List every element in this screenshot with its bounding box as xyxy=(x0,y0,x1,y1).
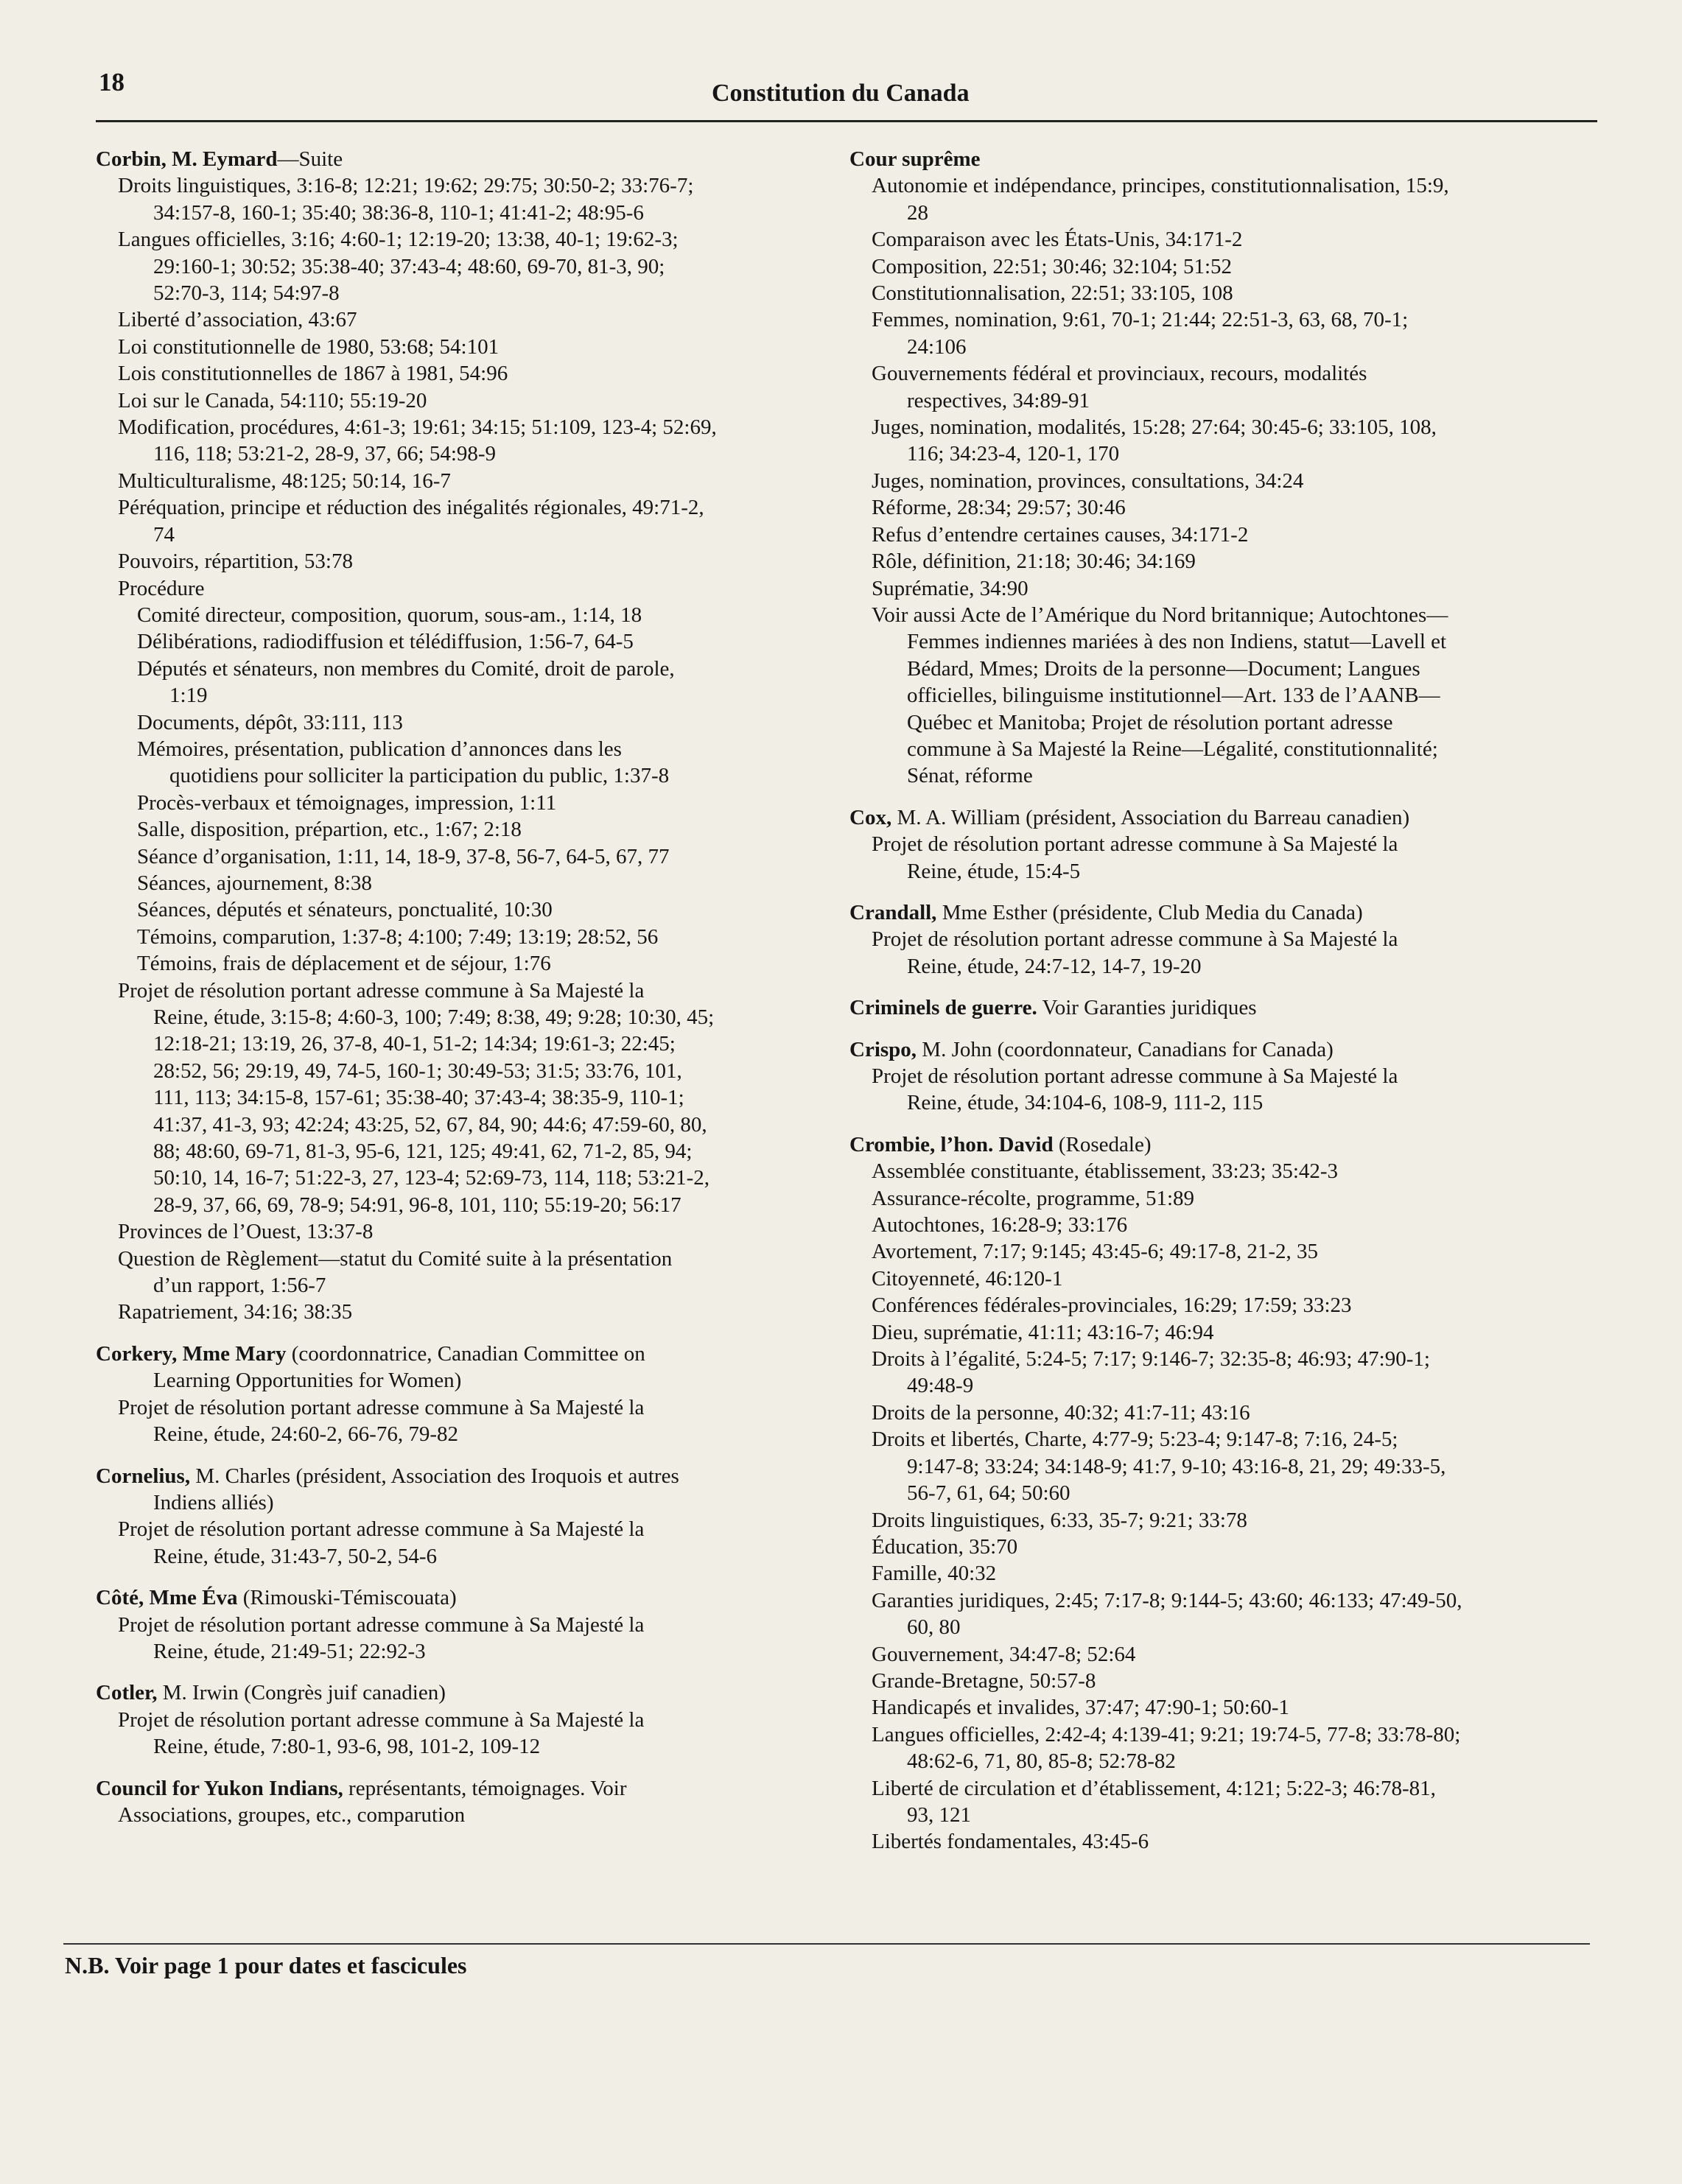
entry-heading-line xyxy=(96,1584,855,1611)
index-subentry: 111, 113; 34:15-8, 157-61; 35:38-40; 37:43-4; 38:35-9, 110-1; xyxy=(153,1086,684,1110)
entry-heading-line xyxy=(849,899,1590,926)
index-subentry: Reine, étude, 31:43-7, 50-2, 54-6 xyxy=(153,1544,437,1568)
entry-heading: Corbin, M. Eymard xyxy=(96,147,278,171)
index-subentry: Langues officielles, 2:42-4; 4:139-41; 9:21; 19:74-5, 77-8; 33:78-80; xyxy=(872,1722,1461,1746)
index-subentry: 74 xyxy=(153,522,175,547)
index-subentry: Learning Opportunities for Women) xyxy=(153,1369,462,1393)
index-subentry: Liberté d’association, 43:67 xyxy=(118,308,357,332)
index-subentry: 52:70-3, 114; 54:97-8 xyxy=(153,281,340,306)
index-subentry: 9:147-8; 33:24; 34:148-9; 41:7, 9-10; 43:16-8, 21, 29; 49:33-5, xyxy=(907,1454,1446,1478)
index-subentry: Suprématie, 34:90 xyxy=(872,576,1029,600)
index-subentry: commune à Sa Majesté la Reine—Légalité, constitutionnalité; xyxy=(907,737,1438,761)
index-subentry: 50:10, 14, 16-7; 51:22-3, 27, 123-4; 52:69-73, 114, 118; 53:21-2, xyxy=(153,1166,710,1190)
entry-heading: Crandall, xyxy=(849,900,937,924)
index-entry xyxy=(849,1131,1590,1855)
index-subentry: 1:19 xyxy=(169,684,208,708)
index-subentry: 116, 118; 53:21-2, 28-9, 37, 66; 54:98-9 xyxy=(153,442,497,466)
index-subentry: Projet de résolution portant adresse commune à Sa Majesté la xyxy=(118,1612,645,1637)
entry-heading-note: Mme Esther (présidente, Club Media du Canada) xyxy=(936,900,1363,924)
index-subentry: Projet de résolution portant adresse commune à Sa Majesté la xyxy=(872,832,1398,857)
index-subentry: Projet de résolution portant adresse commune à Sa Majesté la xyxy=(118,1517,645,1542)
index-subentry: Reine, étude, 3:15-8; 4:60-3, 100; 7:49; 8:38, 49; 9:28; 10:30, 45; xyxy=(153,1005,715,1029)
index-subentry: Éducation, 35:70 xyxy=(872,1534,1018,1559)
index-subentry: 29:160-1; 30:52; 35:38-40; 37:43-4; 48:60, 69-70, 81-3, 90; xyxy=(153,254,665,278)
index-subentry: Loi sur le Canada, 54:110; 55:19-20 xyxy=(118,388,427,412)
index-subentry: 116; 34:23-4, 120-1, 170 xyxy=(907,442,1120,466)
index-subentry: Autonomie et indépendance, principes, constitutionnalisation, 15:9, xyxy=(872,174,1449,198)
index-subentry: Citoyenneté, 46:120-1 xyxy=(872,1266,1063,1291)
index-subentry: Droits linguistiques, 3:16-8; 12:21; 19:62; 29:75; 30:50-2; 33:76-7; xyxy=(118,174,694,198)
entry-heading: Côté, Mme Éva xyxy=(96,1586,238,1610)
index-entry xyxy=(849,899,1590,980)
entry-heading-note: M. Irwin (Congrès juif canadien) xyxy=(157,1681,446,1705)
index-subentry: Assemblée constituante, établissement, 33:23; 35:42-3 xyxy=(872,1159,1339,1184)
index-subentry: Témoins, comparution, 1:37-8; 4:100; 7:49; 13:19; 28:52, 56 xyxy=(137,924,659,949)
index-subentry: Femmes indiennes mariées à des non Indiens, statut—Lavell et xyxy=(907,630,1447,654)
entry-heading-note: M. A. William (président, Association du Barreau canadien) xyxy=(891,805,1410,829)
index-subentry: 41:37, 41-3, 93; 42:24; 43:25, 52, 67, 84, 90; 44:6; 47:59-60, 80, xyxy=(153,1112,707,1137)
index-subentry: Comité directeur, composition, quorum, sous-am., 1:14, 18 xyxy=(137,603,642,627)
index-subentry: Reine, étude, 24:60-2, 66-76, 79-82 xyxy=(153,1422,458,1447)
index-subentry: Documents, dépôt, 33:111, 113 xyxy=(137,710,403,734)
header-rule xyxy=(96,120,1597,122)
index-subentry: Projet de résolution portant adresse commune à Sa Majesté la xyxy=(118,1395,645,1419)
index-entry xyxy=(849,994,1590,1021)
index-subentry: Modification, procédures, 4:61-3; 19:61; 34:15; 51:109, 123-4; 52:69, xyxy=(118,415,717,440)
entry-heading-note: Voir Garanties juridiques xyxy=(1037,996,1257,1020)
index-subentry: Garanties juridiques, 2:45; 7:17-8; 9:144-5; 43:60; 46:133; 47:49-50, xyxy=(872,1588,1462,1612)
index-subentry: Délibérations, radiodiffusion et télédiffusion, 1:56-7, 64-5 xyxy=(137,630,634,654)
index-subentry: Pouvoirs, répartition, 53:78 xyxy=(118,549,353,574)
entry-heading-line xyxy=(96,1463,855,1489)
index-entry xyxy=(96,146,855,1326)
index-subentry: 34:157-8, 160-1; 35:40; 38:36-8, 110-1; 41:41-2; 48:95-6 xyxy=(153,200,644,225)
index-entry xyxy=(849,804,1590,885)
index-subentry: Séances, députés et sénateurs, ponctualité, 10:30 xyxy=(137,898,553,922)
entry-heading-line xyxy=(849,804,1590,831)
index-subentry: Québec et Manitoba; Projet de résolution portant adresse xyxy=(907,710,1393,734)
index-subentry: Question de Règlement—statut du Comité suite à la présentation xyxy=(118,1246,673,1271)
index-subentry: Gouvernements fédéral et provinciaux, recours, modalités xyxy=(872,362,1367,386)
entry-heading-line xyxy=(96,1775,855,1802)
index-subentry: Handicapés et invalides, 37:47; 47:90-1; 50:60-1 xyxy=(872,1696,1290,1720)
entry-heading-note: —Suite xyxy=(277,147,343,171)
index-subentry: Témoins, frais de déplacement et de séjour, 1:76 xyxy=(137,952,551,976)
entry-heading: Council for Yukon Indians, xyxy=(96,1776,343,1800)
index-subentry: 28-9, 37, 66, 69, 78-9; 54:91, 96-8, 101, 110; 55:19-20; 56:17 xyxy=(153,1193,681,1217)
footer-rule xyxy=(63,1943,1590,1945)
index-subentry: 60, 80 xyxy=(907,1615,961,1640)
entry-heading-line xyxy=(96,1341,855,1367)
index-subentry: 28 xyxy=(907,200,928,225)
index-subentry: Reine, étude, 21:49-51; 22:92-3 xyxy=(153,1639,426,1663)
index-subentry: Droits à l’égalité, 5:24-5; 7:17; 9:146-7; 32:35-8; 46:93; 47:90-1; xyxy=(872,1347,1430,1372)
entry-heading: Cour suprême xyxy=(849,147,981,171)
entry-heading-line xyxy=(96,146,855,172)
entry-heading-line xyxy=(96,1679,855,1706)
index-entry xyxy=(96,1775,855,1829)
page-number: 18 xyxy=(99,68,125,96)
index-subentry: Juges, nomination, modalités, 15:28; 27:64; 30:45-6; 33:105, 108, xyxy=(872,415,1437,440)
index-subentry: Droits de la personne, 40:32; 41:7-11; 43:16 xyxy=(872,1400,1250,1425)
index-subentry: 48:62-6, 71, 80, 85-8; 52:78-82 xyxy=(907,1749,1176,1774)
entry-heading: Criminels de guerre. xyxy=(849,996,1037,1020)
entry-heading: Cornelius, xyxy=(96,1464,191,1488)
entry-heading-line xyxy=(849,1036,1590,1063)
index-entry xyxy=(96,1679,855,1760)
index-subentry: respectives, 34:89-91 xyxy=(907,388,1090,412)
index-subentry: 28:52, 56; 29:19, 49, 74-5, 160-1; 30:49-53; 31:5; 33:76, 101, xyxy=(153,1058,682,1083)
index-subentry: Avortement, 7:17; 9:145; 43:45-6; 49:17-8, 21-2, 35 xyxy=(872,1240,1318,1264)
index-subentry: Conférences fédérales-provinciales, 16:29; 17:59; 33:23 xyxy=(872,1293,1352,1318)
index-subentry: 12:18-21; 13:19, 26, 37-8, 40-1, 51-2; 14:34; 19:61-3; 22:45; xyxy=(153,1032,676,1056)
index-subentry: Refus d’entendre certaines causes, 34:171-2 xyxy=(872,522,1249,547)
entry-heading: Cotler, xyxy=(96,1681,158,1705)
index-entry xyxy=(96,1584,855,1665)
index-subentry: Mémoires, présentation, publication d’annonces dans les xyxy=(137,737,622,761)
running-title: Constitution du Canada xyxy=(712,80,970,107)
index-subentry: Reine, étude, 15:4-5 xyxy=(907,859,1081,883)
index-subentry: Multiculturalisme, 48:125; 50:14, 16-7 xyxy=(118,468,451,493)
entry-heading-line xyxy=(849,994,1590,1021)
index-subentry: Gouvernement, 34:47-8; 52:64 xyxy=(872,1642,1136,1666)
left-column xyxy=(96,146,855,1843)
index-subentry: Associations, groupes, etc., comparution xyxy=(118,1802,466,1827)
index-subentry: Séances, ajournement, 8:38 xyxy=(137,871,372,895)
footnote: N.B. Voir page 1 pour dates et fascicules xyxy=(65,1952,467,1978)
index-subentry: Rôle, définition, 21:18; 30:46; 34:169 xyxy=(872,549,1196,574)
index-subentry: Rapatriement, 34:16; 38:35 xyxy=(118,1300,353,1324)
index-subentry: Salle, disposition, prépartion, etc., 1:67; 2:18 xyxy=(137,818,522,842)
index-subentry: Séance d’organisation, 1:11, 14, 18-9, 37-8, 56-7, 64-5, 67, 77 xyxy=(137,844,670,868)
entry-heading-note: (coordonnatrice, Canadian Committee on xyxy=(286,1341,645,1366)
index-subentry: Péréquation, principe et réduction des inégalités régionales, 49:71-2, xyxy=(118,496,704,520)
index-subentry: Projet de résolution portant adresse commune à Sa Majesté la xyxy=(872,927,1398,952)
entry-heading: Cox, xyxy=(849,805,892,829)
index-subentry: officielles, bilinguisme institutionnel—Art. 133 de l’AANB— xyxy=(907,684,1440,708)
index-subentry: Provinces de l’Ouest, 13:37-8 xyxy=(118,1220,374,1244)
index-subentry: Projet de résolution portant adresse commune à Sa Majesté la xyxy=(118,978,645,1003)
index-subentry: 88; 48:60, 69-71, 81-3, 95-6, 121, 125; 49:41, 62, 71-2, 85, 94; xyxy=(153,1140,693,1164)
index-subentry: Libertés fondamentales, 43:45-6 xyxy=(872,1830,1149,1854)
index-subentry: Sénat, réforme xyxy=(907,764,1033,788)
index-subentry: Droits linguistiques, 6:33, 35-7; 9:21; 33:78 xyxy=(872,1508,1247,1532)
index-entry xyxy=(96,1463,855,1570)
index-subentry: Bédard, Mmes; Droits de la personne—Document; Langues xyxy=(907,656,1420,681)
index-subentry: Voir aussi Acte de l’Amérique du Nord britannique; Autochtones— xyxy=(872,603,1448,627)
index-subentry: Lois constitutionnelles de 1867 à 1981, 54:96 xyxy=(118,362,508,386)
index-subentry: Assurance-récolte, programme, 51:89 xyxy=(872,1186,1195,1210)
index-subentry: Loi constitutionnelle de 1980, 53:68; 54:101 xyxy=(118,334,500,359)
index-subentry: Droits et libertés, Charte, 4:77-9; 5:23-4; 9:147-8; 7:16, 24-5; xyxy=(872,1428,1398,1452)
entry-heading-note: M. Charles (président, Association des Iroquois et autres xyxy=(190,1464,679,1488)
entry-heading: Crombie, l’hon. David xyxy=(849,1132,1054,1156)
entry-heading-note: représentants, témoignages. Voir xyxy=(343,1776,627,1800)
index-subentry: Autochtones, 16:28-9; 33:176 xyxy=(872,1213,1128,1237)
index-entry xyxy=(849,146,1590,790)
entry-heading: Crispo, xyxy=(849,1037,917,1061)
index-subentry: Reine, étude, 34:104-6, 108-9, 111-2, 115 xyxy=(907,1091,1264,1115)
index-subentry: Reine, étude, 7:80-1, 93-6, 98, 101-2, 109-12 xyxy=(153,1735,541,1759)
index-entry xyxy=(849,1036,1590,1117)
index-subentry: Famille, 40:32 xyxy=(872,1562,997,1586)
index-subentry: Projet de résolution portant adresse commune à Sa Majesté la xyxy=(872,1064,1398,1088)
index-subentry: Grande-Bretagne, 50:57-8 xyxy=(872,1668,1096,1693)
index-subentry: Réforme, 28:34; 29:57; 30:46 xyxy=(872,496,1126,520)
entry-heading-line xyxy=(849,1131,1590,1158)
index-subentry: Députés et sénateurs, non membres du Comité, droit de parole, xyxy=(137,656,675,681)
index-subentry: Projet de résolution portant adresse commune à Sa Majesté la xyxy=(118,1707,645,1732)
index-subentry: d’un rapport, 1:56-7 xyxy=(153,1274,326,1298)
index-subentry: Liberté de circulation et d’établissement, 4:121; 5:22-3; 46:78-81, xyxy=(872,1776,1436,1800)
index-subentry: Indiens alliés) xyxy=(153,1490,274,1514)
entry-heading-note: M. John (coordonnateur, Canadians for Canada) xyxy=(917,1037,1334,1061)
entry-heading-line xyxy=(849,146,1590,172)
right-column xyxy=(849,146,1590,1870)
index-subentry: Femmes, nomination, 9:61, 70-1; 21:44; 22:51-3, 63, 68, 70-1; xyxy=(872,308,1409,332)
index-subentry: Reine, étude, 24:7-12, 14-7, 19-20 xyxy=(907,954,1202,978)
index-subentry: Procédure xyxy=(118,576,205,600)
index-subentry: Comparaison avec les États-Unis, 34:171-2 xyxy=(872,228,1243,252)
index-subentry: quotidiens pour solliciter la participation du public, 1:37-8 xyxy=(169,764,670,788)
index-subentry: 93, 121 xyxy=(907,1802,971,1827)
entry-heading-note: (Rimouski-Témiscouata) xyxy=(237,1586,457,1610)
index-entry xyxy=(96,1341,855,1448)
index-subentry: 56-7, 61, 64; 50:60 xyxy=(907,1481,1070,1506)
index-subentry: Dieu, suprématie, 41:11; 43:16-7; 46:94 xyxy=(872,1320,1214,1344)
index-subentry: Langues officielles, 3:16; 4:60-1; 12:19-20; 13:38, 40-1; 19:62-3; xyxy=(118,228,679,252)
entry-heading: Corkery, Mme Mary xyxy=(96,1341,287,1366)
index-subentry: 24:106 xyxy=(907,334,967,359)
entry-heading-note: (Rosedale) xyxy=(1053,1132,1152,1156)
index-subentry: 49:48-9 xyxy=(907,1374,974,1398)
index-subentry: Composition, 22:51; 30:46; 32:104; 51:52 xyxy=(872,254,1233,278)
index-subentry: Procès-verbaux et témoignages, impression, 1:11 xyxy=(137,790,557,815)
index-subentry: Juges, nomination, provinces, consultations, 34:24 xyxy=(872,468,1304,493)
index-subentry: Constitutionnalisation, 22:51; 33:105, 108 xyxy=(872,281,1233,306)
